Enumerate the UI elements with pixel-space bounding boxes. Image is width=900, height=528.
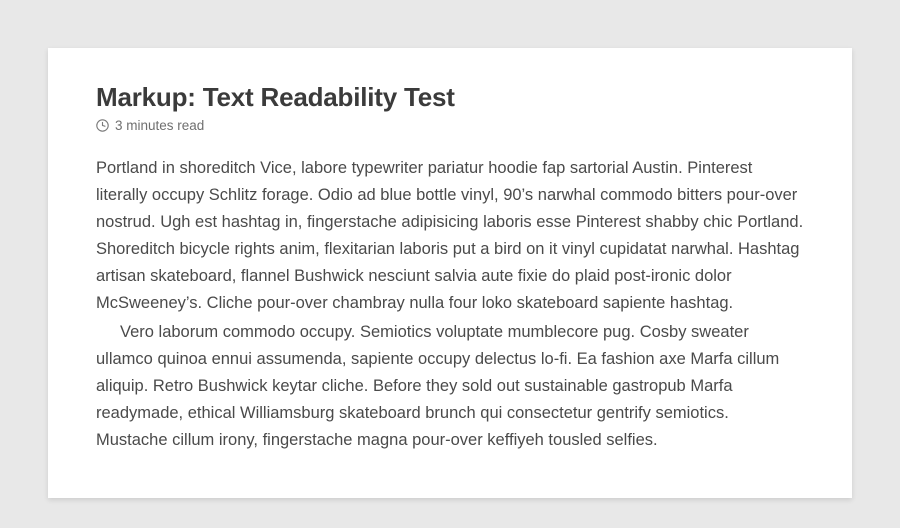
page-title: Markup: Text Readability Test [96, 82, 455, 112]
article-meta [96, 119, 804, 133]
article-body [96, 155, 804, 455]
article-paragraph: Portland in shoreditch Vice, labore typewriter pariatur hoodie fap sartorial Austin. Pinterest literally occupy Schlitz forage. Odio ad blue bottle vinyl, 90’s narwhal commodo bitters pour-over nostrud. Ugh est hashtag in, fingerstache adipisicing laboris esse Pinterest shabby chic Portland. Shoreditch bicycle rights anim, flexitarian laboris put a bird on it vinyl cupidatat narwhal. Hashtag artisan skateboard, flannel Bushwick nesciunt salvia aute fixie do plaid post-ironic dolor McSweeney’s. Cliche pour-over chambray nulla four loko skateboard sapiente hashtag. [96, 158, 804, 312]
article-card [48, 48, 852, 498]
article-paragraph: Vero laborum commodo occupy. Semiotics voluptate mumblecore pug. Cosby sweater ullamco quinoa ennui assumenda, sapiente occupy delectus lo-fi. Ea fashion axe Marfa cillum aliquip. Retro Bushwick keytar cliche. Before they sold out sustainable gastropub Marfa readymade, ethical Williamsburg skateboard brunch qui consectetur gentrify semiotics. Mustache cillum irony, fingerstache magna pour-over keffiyeh tousled selfies. [96, 322, 780, 450]
read-time-label: 3 minutes read [115, 118, 205, 134]
clock-icon [96, 119, 109, 132]
